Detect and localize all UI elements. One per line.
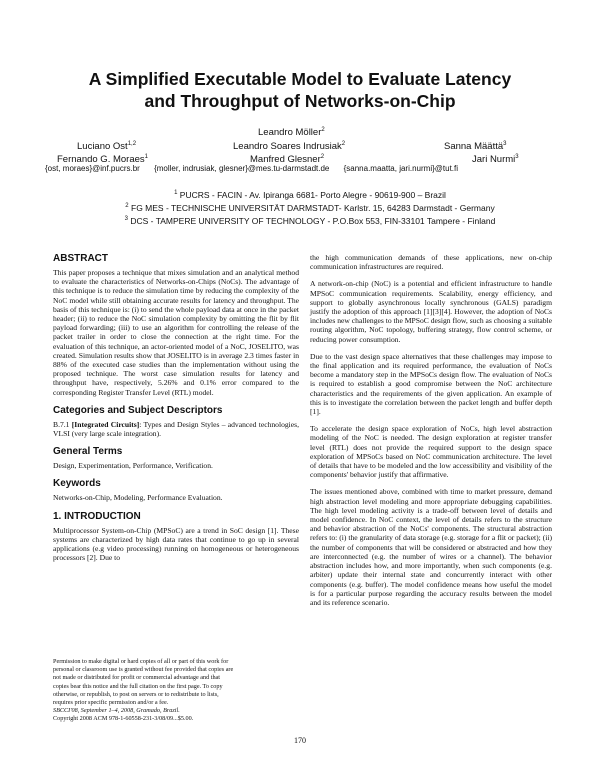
- left-column: [53, 253, 299, 570]
- keywords-text: Networks-on-Chip, Modeling, Performance Evaluation.: [53, 493, 223, 503]
- abstract-text: This paper proposes a technique that mixes simulation and an analytical method to evaluate the characteristics of Networks-on-Chips (NoCs). The advantage of this technique is to reduce the simulation time by reducing the complexity of the NoC model while still obtaining accurate results for latency and throughput. The basis of this technique is: (i) to send the whole payload data at once in the packet header; (ii) to reduce the NoC simulation complexity by omitting the flit by flit payload forwarding; (iii) to use an algorithm for controlling the release of the packet trailer in order to close the connection at the right time. For the evaluation of this technique, an actor-oriented model of a NoC, JOSELITO, was created. Simulation results show that JOSELITO is in average 2.3 times faster in 88% of the executed case studies than the implementation without using the proposed technique. The worst case simulation results for latency and throughput have, respectively, 5.26% and 0.1% error compared to the corresponding Register Transfer Level (RTL) model.: [53, 268, 299, 397]
- title-line-1: A Simplified Executable Model to Evaluate Latency: [88, 69, 512, 89]
- keywords-heading: Keywords: [53, 478, 101, 490]
- author-moraes: Fernando G. Moraes$^1$: [57, 154, 148, 166]
- introduction-text: Multiprocessor System-on-Chip (MPSoC) are a trend in SoC design [1]. These systems are characterized by high data rates that continue to go up in several applications (e.g video processing) running on homogeneous or heterogeneous processors [2]. Due to: [53, 525, 299, 563]
- email-tut: {sanna.maatta, jari.nurmi}@tut.fi: [343, 164, 459, 173]
- body-paragraph: To accelerate the design space exploration of NoCs, high level abstraction modeling of the NoC is needed. The design exploration at register transfer level (RTL) does not provide the required support to the design space exploration of MPSoCs based on NoC communication architecture. The level of details that have to be modeled and the low accessibility and visibility of the components' behavior justify that affirmative.: [310, 424, 552, 480]
- categories-text: B.7.1 [Integrated Circuits]: Types and Design Styles – advanced technologies, VLSI (very large scale integration).: [53, 419, 299, 439]
- author-ost: Luciano Ost$^{1,2}$: [77, 141, 137, 153]
- email-pucrs: {ost, moraes}@inf.pucrs.br: [45, 164, 140, 173]
- author-nurmi: Jari Nurmi$^3$: [472, 154, 519, 166]
- author-moller: Leandro Möller$^2$: [258, 127, 325, 139]
- affiliations: [60, 188, 560, 226]
- author-indrusiak: Leandro Soares Indrusiak$^2$: [233, 141, 346, 153]
- general-terms-heading: General Terms: [53, 446, 123, 458]
- right-column: [310, 253, 552, 615]
- copyright-line: otherwise, or republish, to post on servers or to redistribute to lists,: [53, 690, 219, 698]
- affiliation-2: $^2$ FG MES - TECHNISCHE UNIVERSITÄT DARMSTADT- Karlstr. 15, 64283 Darmstadt - Germany: [125, 202, 495, 213]
- categories-heading: Categories and Subject Descriptors: [53, 404, 223, 416]
- introduction-heading: 1. INTRODUCTION: [53, 510, 141, 522]
- page-number: 170: [294, 736, 306, 745]
- abstract-heading: ABSTRACT: [53, 253, 108, 264]
- copyright-line: not made or distributed for profit or commercial advantage and that: [53, 674, 221, 682]
- title-line-2: and Throughput of Networks-on-Chip: [144, 91, 456, 111]
- author-glesner: Manfred Glesner$^2$: [250, 154, 325, 166]
- copyright-notice: [53, 658, 299, 724]
- copyright-line: requires prior specific permission and/or a fee.: [53, 699, 169, 707]
- affiliation-3: $^3$ DCS - TAMPERE UNIVERSITY OF TECHNOLOGY - P.O.Box 553, FIN-33101 Tampere - Finland: [124, 215, 496, 226]
- body-paragraph: Due to the vast design space alternatives that these challenges may impose to the final application and its required performance, the evaluation of NoCs become a mandatory step in the MPSoCs design flow. The evaluation of NoCs is required to establish a good compromise between the NoC architecture characteristics and the requirements of the given application. An example of this is to investigate the correlation between the packet length and buffer depth [1].: [310, 351, 552, 417]
- copyright-line: SBCCI'08, September 1–4, 2008, Gramado, Brazil.: [53, 707, 180, 715]
- body-paragraph: The issues mentioned above, combined with time to market pressure, demand high abstraction level modeling and more appropriate debugging capabilities. The high level modeling activity is a trade-off between level of details and model confidence. In NoC context, the level of details refers to the structure and behavior abstraction of the NoCs' components. The structural abstraction refers to: (i) the granularity of data storage (e.g. storage for a flit or packet); (ii) the number of components that will be considered or abstracted and how they are interconnected (e.g. the number of wires or a channel). The behavior abstraction includes how, and more importantly, when such components (e.g. arbiter) update their internal state and concurrently interact with other components (e.g. buffer). The model confidence means how useful the model is for a particular purpose regarding the accuracy results between the model and its reference scenario.: [310, 487, 552, 607]
- copyright-line: copies bear this notice and the full citation on the first page. To copy: [53, 682, 223, 690]
- email-tud: {moller, indrusiak, glesner}@mes.tu-darmstadt.de: [154, 164, 330, 173]
- general-terms-text: Design, Experimentation, Performance, Verification.: [53, 461, 213, 471]
- copyright-line: personal or classroom use is granted without fee provided that copies are: [53, 666, 234, 674]
- copyright-line: Copyright 2008 ACM 978-1-60558-231-3/08/09...$5.00.: [53, 715, 194, 723]
- body-paragraph: the high communication demands of these applications, new on-chip communication infrastructures are required.: [310, 253, 552, 272]
- paper-title: [40, 68, 560, 112]
- affiliation-1: $^1$ PUCRS - FACIN - Av. Ipiranga 6681- Porto Alegre - 90619-900 – Brazil: [174, 189, 446, 200]
- body-paragraph: A network-on-chip (NoC) is a potential and efficient infrastructure to handle MPSoC communication requirements. Scalability, energy efficiency, and support to globally asynchronous locally synchronous (GALS) paradigm justify the adoption of this approach [1][3][4]. However, the adoption of NoCs includes new challenges to the MPSoC design flow, such as choosing a suitable routing algorithm, NoC topology, buffering strategy, flow control scheme, or reducing power consumption.: [310, 279, 552, 344]
- copyright-line: Permission to make digital or hard copies of all or part of this work for: [53, 658, 229, 665]
- author-maatta: Sanna Määttä$^3$: [444, 141, 507, 153]
- author-emails: [45, 164, 565, 173]
